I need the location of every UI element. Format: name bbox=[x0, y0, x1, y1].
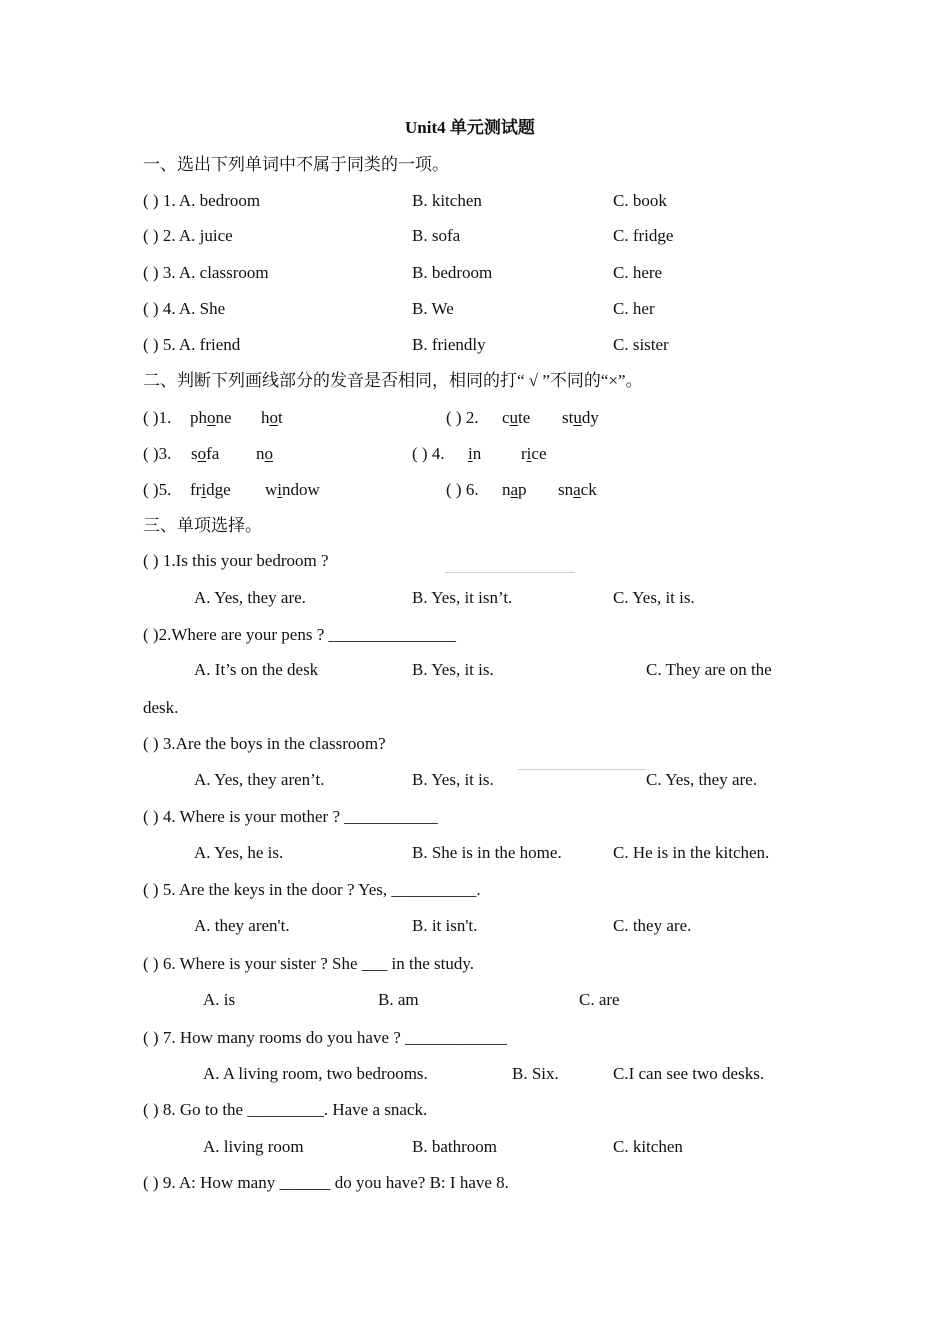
s1-q1-b: B. kitchen bbox=[412, 191, 482, 210]
s1-q5-b: B. friendly bbox=[412, 335, 486, 354]
s2-q1-word2: hot bbox=[261, 408, 283, 427]
s3-q2-b: B. Yes, it is. bbox=[412, 660, 494, 679]
s2-q5-word2: window bbox=[265, 480, 320, 499]
s2-q4-word1: in bbox=[468, 444, 482, 463]
s3-q7-c: C.I can see two desks. bbox=[613, 1064, 765, 1083]
s1-q5-c: C. sister bbox=[613, 335, 669, 354]
s2-q5-word1: fridge bbox=[190, 480, 231, 499]
s2-q3-word2: no bbox=[256, 444, 273, 463]
underlined-letter: o bbox=[197, 444, 207, 463]
s3-q6: ( ) 6. Where is your sister ? She ___ in the study. bbox=[143, 954, 474, 973]
s3-q5-c: C. they are. bbox=[613, 916, 692, 935]
s1-q4: ( ) 4. A. She bbox=[143, 299, 226, 318]
s3-q6-c: C. are bbox=[579, 990, 620, 1009]
section-3-heading: 三、单项选择。 bbox=[143, 516, 262, 535]
s3-q4-a: A. Yes, he is. bbox=[194, 843, 284, 862]
s2-q2-word2: study bbox=[562, 408, 599, 427]
s1-q2: ( ) 2. A. juice bbox=[143, 226, 233, 245]
s1-q2-c: C. fridge bbox=[613, 226, 674, 245]
s3-q3-c: C. Yes, they are. bbox=[646, 770, 757, 789]
faint-rule bbox=[445, 572, 575, 573]
s3-q2-c: C. They are on the bbox=[646, 660, 772, 679]
s3-q8: ( ) 8. Go to the _________. Have a snack. bbox=[143, 1100, 428, 1119]
underlined-letter: i bbox=[526, 444, 532, 463]
s3-q5-b: B. it isn't. bbox=[412, 916, 478, 935]
s3-q7-a: A. A living room, two bedrooms. bbox=[203, 1064, 428, 1083]
s3-q4-c: C. He is in the kitchen. bbox=[613, 843, 770, 862]
s1-q4-c: C. her bbox=[613, 299, 655, 318]
s3-q5: ( ) 5. Are the keys in the door ? Yes, __________. bbox=[143, 880, 481, 899]
s2-q4-word2: rice bbox=[521, 444, 547, 463]
s3-q2-a: A. It’s on the desk bbox=[194, 660, 319, 679]
page-title: Unit4 单元测试题 bbox=[405, 118, 535, 137]
s3-q1: ( ) 1.Is this your bedroom ? bbox=[143, 551, 329, 570]
s3-q6-a: A. is bbox=[203, 990, 236, 1009]
underlined-letter: u bbox=[573, 408, 582, 427]
underlined-letter: a bbox=[510, 480, 519, 499]
s1-q2-b: B. sofa bbox=[412, 226, 461, 245]
s1-q3-c: C. here bbox=[613, 263, 663, 282]
s3-q2-c-continued: desk. bbox=[143, 698, 179, 717]
s1-q5: ( ) 5. A. friend bbox=[143, 335, 241, 354]
s3-q5-a: A. they aren't. bbox=[194, 916, 290, 935]
underlined-letter: a bbox=[573, 480, 581, 499]
s3-q3: ( ) 3.Are the boys in the classroom? bbox=[143, 734, 386, 753]
s2-q2-num: ( ) 2. bbox=[446, 408, 479, 427]
s3-q6-b: B. am bbox=[378, 990, 419, 1009]
s1-q3-b: B. bedroom bbox=[412, 263, 493, 282]
underlined-letter: o bbox=[207, 408, 216, 427]
section-1-heading: 一、选出下列单词中不属于同类的一项。 bbox=[143, 155, 449, 174]
s2-q2-word1: cute bbox=[502, 408, 531, 427]
s2-q5-num: ( )5. bbox=[143, 480, 172, 499]
s3-q1-a: A. Yes, they are. bbox=[194, 588, 306, 607]
s3-q1-c: C. Yes, it is. bbox=[613, 588, 695, 607]
s3-q9: ( ) 9. A: How many ______ do you have? B: I have 8. bbox=[143, 1173, 509, 1192]
s3-q1-b: B. Yes, it isn’t. bbox=[412, 588, 513, 607]
section-2-heading: 二、判断下列画线部分的发音是否相同，相同的打“ √ ”不同的“×”。 bbox=[143, 371, 643, 390]
s2-q6-word1: nap bbox=[502, 480, 527, 499]
s2-q6-word2: snack bbox=[558, 480, 597, 499]
s3-q8-a: A. living room bbox=[203, 1137, 304, 1156]
underlined-letter: i bbox=[468, 444, 473, 463]
underlined-letter: u bbox=[509, 408, 519, 427]
s2-q3-word1: sofa bbox=[191, 444, 220, 463]
faint-rule bbox=[518, 769, 646, 770]
s3-q7-b: B. Six. bbox=[512, 1064, 559, 1083]
s3-q3-a: A. Yes, they aren’t. bbox=[194, 770, 325, 789]
underlined-letter: o bbox=[269, 408, 278, 427]
s2-q1-word1: phone bbox=[190, 408, 232, 427]
underlined-letter: i bbox=[201, 480, 207, 499]
s1-q3: ( ) 3. A. classroom bbox=[143, 263, 269, 282]
s2-q1-num: ( )1. bbox=[143, 408, 172, 427]
s2-q3-num: ( )3. bbox=[143, 444, 172, 463]
s3-q7: ( ) 7. How many rooms do you have ? ____________ bbox=[143, 1028, 508, 1047]
s3-q2: ( )2.Where are your pens ? _______________ bbox=[143, 625, 456, 644]
underlined-letter: o bbox=[264, 444, 273, 463]
s1-q4-b: B. We bbox=[412, 299, 454, 318]
s3-q4: ( ) 4. Where is your mother ? ___________ bbox=[143, 807, 438, 826]
s3-q8-c: C. kitchen bbox=[613, 1137, 683, 1156]
s3-q4-b: B. She is in the home. bbox=[412, 843, 562, 862]
underlined-letter: i bbox=[277, 480, 283, 499]
s3-q8-b: B. bathroom bbox=[412, 1137, 497, 1156]
s1-q1-c: C. book bbox=[613, 191, 667, 210]
s3-q3-b: B. Yes, it is. bbox=[412, 770, 494, 789]
s1-q1: ( ) 1. A. bedroom bbox=[143, 191, 261, 210]
s2-q6-num: ( ) 6. bbox=[446, 480, 479, 499]
s2-q4-num: ( ) 4. bbox=[412, 444, 445, 463]
